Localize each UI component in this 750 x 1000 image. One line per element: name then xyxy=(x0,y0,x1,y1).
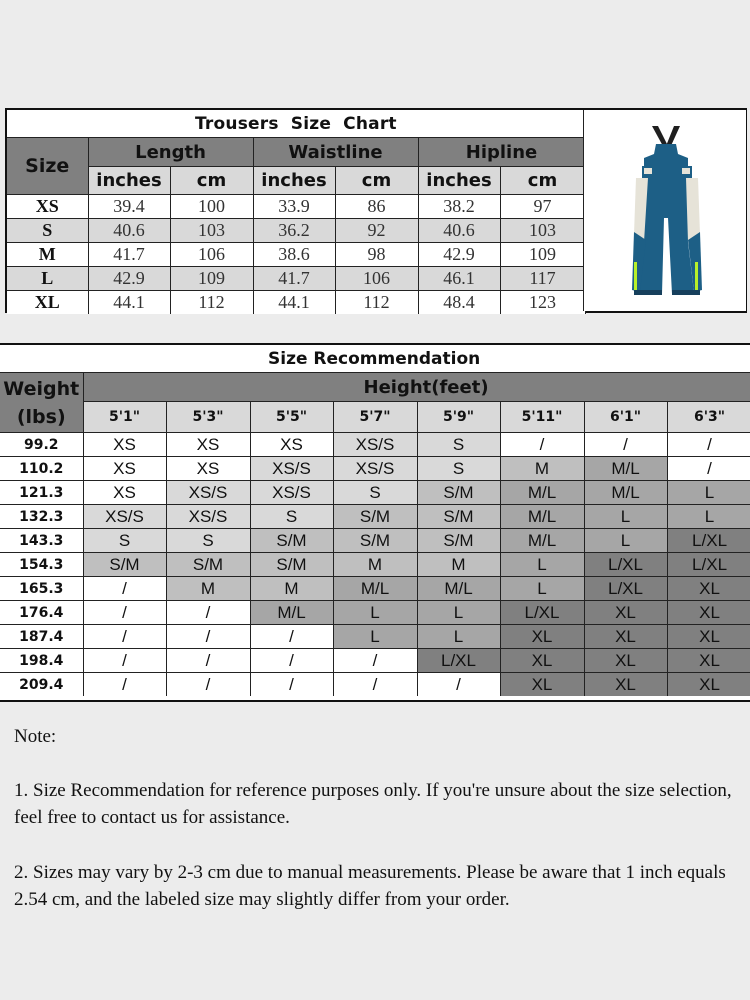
size-recommendation-section xyxy=(0,343,750,702)
recommended-size-cell: XL xyxy=(667,673,750,697)
recommended-size-cell: / xyxy=(166,649,250,673)
measurement-cell: 86 xyxy=(335,195,418,219)
unit-header: cm xyxy=(500,167,585,195)
weight-label: 165.3 xyxy=(0,577,83,601)
size-row xyxy=(7,243,585,267)
recommended-size-cell: XS xyxy=(250,433,333,457)
recommended-size-cell: / xyxy=(83,649,166,673)
recommended-size-cell: / xyxy=(83,673,166,697)
recommended-size-cell: XS/S xyxy=(333,457,417,481)
weight-row xyxy=(0,625,750,649)
recommended-size-cell: L xyxy=(500,577,584,601)
weight-column-header xyxy=(0,373,83,433)
size-column-header: Size xyxy=(7,138,88,195)
recommended-size-cell: / xyxy=(584,433,667,457)
recommended-size-cell: / xyxy=(166,673,250,697)
measurement-cell: 44.1 xyxy=(88,291,170,315)
recommended-size-cell: M/L xyxy=(500,505,584,529)
measurement-cell: 48.4 xyxy=(418,291,500,315)
recommended-size-cell: S xyxy=(333,481,417,505)
recommended-size-cell: XL xyxy=(500,649,584,673)
size-recommendation-table xyxy=(0,345,750,696)
weight-label: 209.4 xyxy=(0,673,83,697)
size-label: M xyxy=(7,243,88,267)
recommended-size-cell: XS xyxy=(83,457,166,481)
size-row xyxy=(7,195,585,219)
recommended-size-cell: M xyxy=(333,553,417,577)
recommended-size-cell: XS xyxy=(83,433,166,457)
measurement-cell: 106 xyxy=(170,243,253,267)
recommended-size-cell: XS/S xyxy=(83,505,166,529)
unit-header: cm xyxy=(170,167,253,195)
weight-row xyxy=(0,649,750,673)
recommended-size-cell: M xyxy=(500,457,584,481)
size-label: L xyxy=(7,267,88,291)
measurement-cell: 39.4 xyxy=(88,195,170,219)
recommended-size-cell: / xyxy=(333,649,417,673)
recommended-size-cell: S/M xyxy=(250,529,333,553)
measurement-cell: 41.7 xyxy=(88,243,170,267)
recommended-size-cell: M xyxy=(417,553,500,577)
recommended-size-cell: L/XL xyxy=(667,553,750,577)
recommended-size-cell: / xyxy=(83,601,166,625)
recommended-size-cell: L xyxy=(333,625,417,649)
measurement-cell: 40.6 xyxy=(88,219,170,243)
note-item-1: 1. Size Recommendation for reference purposes only. If you're unsure about the size selection, feel free to contact us for assistance. xyxy=(14,780,732,828)
unit-header: inches xyxy=(418,167,500,195)
size-label: XL xyxy=(7,291,88,315)
recommended-size-cell: S xyxy=(417,433,500,457)
height-group-header: Height(feet) xyxy=(83,373,750,402)
recommended-size-cell: XL xyxy=(500,625,584,649)
height-column-header: 5'5" xyxy=(250,402,333,433)
height-column-header: 6'3" xyxy=(667,402,750,433)
recommended-size-cell: L xyxy=(500,553,584,577)
recommended-size-cell: XS/S xyxy=(333,433,417,457)
recommended-size-cell: S xyxy=(166,529,250,553)
recommended-size-cell: M/L xyxy=(584,481,667,505)
recommended-size-cell: XL xyxy=(584,625,667,649)
recommended-size-cell: M/L xyxy=(333,577,417,601)
size-row xyxy=(7,267,585,291)
recommended-size-cell: L xyxy=(333,601,417,625)
recommended-size-cell: XL xyxy=(667,601,750,625)
weight-row xyxy=(0,481,750,505)
height-column-header: 5'3" xyxy=(166,402,250,433)
weight-row xyxy=(0,553,750,577)
size-label: S xyxy=(7,219,88,243)
weight-row xyxy=(0,673,750,697)
recommended-size-cell: S xyxy=(83,529,166,553)
recommended-size-cell: L xyxy=(417,625,500,649)
measurement-cell: 46.1 xyxy=(418,267,500,291)
product-image-cell xyxy=(583,110,746,311)
recommended-size-cell: L xyxy=(584,505,667,529)
recommended-size-cell: XS xyxy=(83,481,166,505)
note-item-2: 2. Sizes may vary by 2-3 cm due to manual measurements. Please be aware that 1 inch equals 2.54 cm, and the labeled size may slightly differ from your order. xyxy=(14,862,726,910)
waistline-group-header: Waistline xyxy=(253,138,418,167)
recommended-size-cell: / xyxy=(417,673,500,697)
length-group-header: Length xyxy=(88,138,253,167)
measurement-cell: 112 xyxy=(170,291,253,315)
measurement-cell: 109 xyxy=(500,243,585,267)
hipline-group-header: Hipline xyxy=(418,138,585,167)
size-row xyxy=(7,291,585,315)
recommended-size-cell: M/L xyxy=(584,457,667,481)
recommended-size-cell: / xyxy=(250,673,333,697)
measurement-cell: 109 xyxy=(170,267,253,291)
recommended-size-cell: L/XL xyxy=(584,553,667,577)
recommended-size-cell: M xyxy=(166,577,250,601)
recommended-size-cell: L/XL xyxy=(417,649,500,673)
recommended-size-cell: / xyxy=(250,649,333,673)
weight-row xyxy=(0,505,750,529)
recommendation-title: Size Recommendation xyxy=(0,345,750,373)
recommended-size-cell: / xyxy=(667,457,750,481)
measurement-cell: 33.9 xyxy=(253,195,335,219)
weight-label: 143.3 xyxy=(0,529,83,553)
height-column-header: 5'7" xyxy=(333,402,417,433)
note-heading: Note: xyxy=(14,726,57,747)
recommended-size-cell: XL xyxy=(667,649,750,673)
measurement-cell: 40.6 xyxy=(418,219,500,243)
ski-bib-trousers-image xyxy=(622,122,710,304)
unit-header: inches xyxy=(88,167,170,195)
height-column-header: 5'11" xyxy=(500,402,584,433)
recommended-size-cell: M/L xyxy=(417,577,500,601)
recommended-size-cell: XS/S xyxy=(250,481,333,505)
weight-row xyxy=(0,433,750,457)
recommended-size-cell: S/M xyxy=(250,553,333,577)
measurement-cell: 42.9 xyxy=(88,267,170,291)
recommended-size-cell: L xyxy=(667,481,750,505)
recommended-size-cell: L/XL xyxy=(500,601,584,625)
weight-row xyxy=(0,457,750,481)
recommended-size-cell: S/M xyxy=(417,481,500,505)
recommended-size-cell: / xyxy=(166,625,250,649)
measurement-cell: 98 xyxy=(335,243,418,267)
measurement-cell: 100 xyxy=(170,195,253,219)
measurement-cell: 106 xyxy=(335,267,418,291)
measurement-cell: 112 xyxy=(335,291,418,315)
measurement-cell: 42.9 xyxy=(418,243,500,267)
recommended-size-cell: L/XL xyxy=(584,577,667,601)
recommended-size-cell: XS xyxy=(166,457,250,481)
recommended-size-cell: XL xyxy=(584,673,667,697)
measurement-cell: 117 xyxy=(500,267,585,291)
recommended-size-cell: S/M xyxy=(333,505,417,529)
recommended-size-cell: / xyxy=(333,673,417,697)
weight-label: 121.3 xyxy=(0,481,83,505)
recommended-size-cell: L xyxy=(584,529,667,553)
weight-row xyxy=(0,577,750,601)
measurement-cell: 97 xyxy=(500,195,585,219)
recommended-size-cell: / xyxy=(166,601,250,625)
weight-row xyxy=(0,529,750,553)
height-column-header: 5'9" xyxy=(417,402,500,433)
recommended-size-cell: XL xyxy=(500,673,584,697)
recommended-size-cell: / xyxy=(83,577,166,601)
weight-row xyxy=(0,601,750,625)
recommended-size-cell: M xyxy=(250,577,333,601)
weight-label: 187.4 xyxy=(0,625,83,649)
recommended-size-cell: L xyxy=(667,505,750,529)
measurement-cell: 41.7 xyxy=(253,267,335,291)
recommended-size-cell: M/L xyxy=(500,481,584,505)
size-chart-table xyxy=(7,110,586,314)
recommended-size-cell: XL xyxy=(584,649,667,673)
recommended-size-cell: XL xyxy=(667,577,750,601)
recommended-size-cell: M/L xyxy=(500,529,584,553)
recommended-size-cell: S xyxy=(250,505,333,529)
recommended-size-cell: S/M xyxy=(417,529,500,553)
measurement-cell: 38.2 xyxy=(418,195,500,219)
recommended-size-cell: S/M xyxy=(333,529,417,553)
recommended-size-cell: XL xyxy=(667,625,750,649)
measurement-cell: 38.6 xyxy=(253,243,335,267)
measurement-cell: 92 xyxy=(335,219,418,243)
recommended-size-cell: XS/S xyxy=(166,481,250,505)
weight-header-line1: Weight xyxy=(3,377,80,400)
recommended-size-cell: L/XL xyxy=(667,529,750,553)
unit-header: inches xyxy=(253,167,335,195)
height-column-header: 6'1" xyxy=(584,402,667,433)
trousers-size-chart xyxy=(5,108,747,313)
weight-label: 176.4 xyxy=(0,601,83,625)
size-label: XS xyxy=(7,195,88,219)
measurement-cell: 123 xyxy=(500,291,585,315)
unit-header: cm xyxy=(335,167,418,195)
recommended-size-cell: S/M xyxy=(166,553,250,577)
recommended-size-cell: XS/S xyxy=(166,505,250,529)
weight-label: 99.2 xyxy=(0,433,83,457)
recommended-size-cell: XL xyxy=(584,601,667,625)
recommended-size-cell: S xyxy=(417,457,500,481)
measurement-cell: 103 xyxy=(170,219,253,243)
recommended-size-cell: XS xyxy=(166,433,250,457)
measurement-cell: 36.2 xyxy=(253,219,335,243)
weight-header-line2: (lbs) xyxy=(16,405,66,428)
measurement-cell: 44.1 xyxy=(253,291,335,315)
recommended-size-cell: S/M xyxy=(417,505,500,529)
size-row xyxy=(7,219,585,243)
recommended-size-cell: S/M xyxy=(83,553,166,577)
weight-label: 110.2 xyxy=(0,457,83,481)
height-column-header: 5'1" xyxy=(83,402,166,433)
recommended-size-cell: XS/S xyxy=(250,457,333,481)
recommended-size-cell: L xyxy=(417,601,500,625)
recommended-size-cell: / xyxy=(500,433,584,457)
weight-label: 154.3 xyxy=(0,553,83,577)
weight-label: 132.3 xyxy=(0,505,83,529)
recommended-size-cell: / xyxy=(667,433,750,457)
recommended-size-cell: / xyxy=(250,625,333,649)
measurement-cell: 103 xyxy=(500,219,585,243)
size-chart-title: Trousers Size Chart xyxy=(7,110,585,138)
recommended-size-cell: M/L xyxy=(250,601,333,625)
recommended-size-cell: / xyxy=(83,625,166,649)
weight-label: 198.4 xyxy=(0,649,83,673)
